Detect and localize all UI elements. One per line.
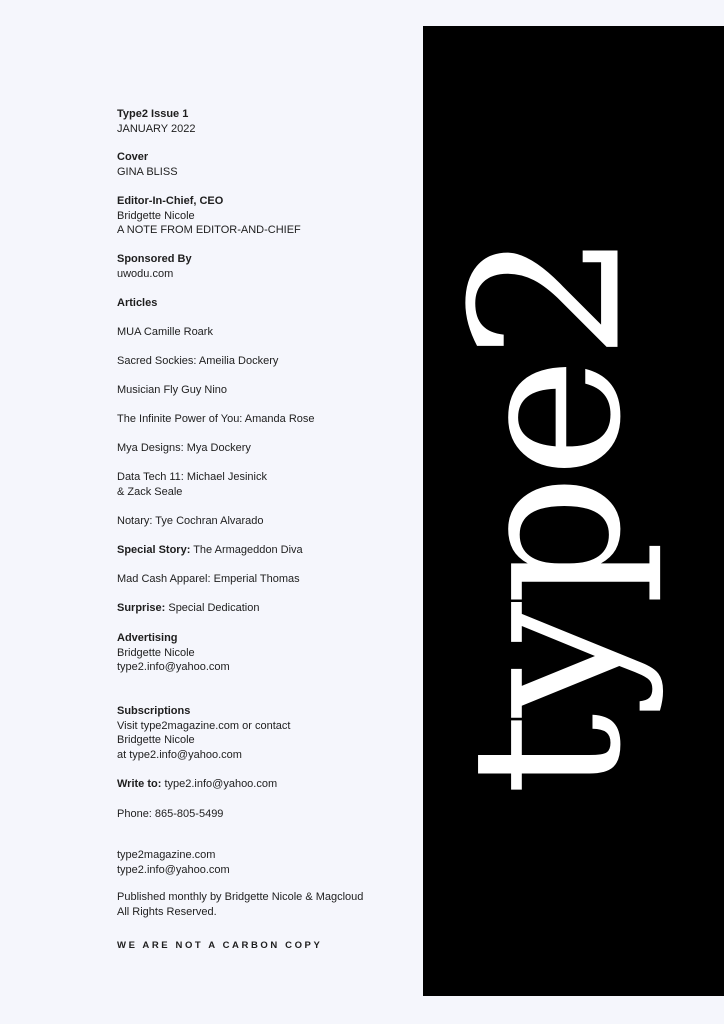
article-line: & Zack Seale [117, 485, 183, 498]
cover-name: GINA BLISS [117, 165, 178, 178]
editor-heading: Editor-In-Chief, CEO [117, 195, 224, 207]
advertising-block [117, 631, 407, 675]
cover-block [117, 150, 407, 179]
issue-date: JANUARY 2022 [117, 122, 196, 135]
sponsor-heading: Sponsored By [117, 253, 192, 265]
published-block [117, 890, 407, 919]
article-item: The Infinite Power of You: Amanda Rose [117, 413, 315, 425]
published-line: Published monthly by Bridgette Nicole & Magcloud [117, 891, 364, 903]
article-title: Special Dedication [165, 602, 260, 614]
article-label: Special Story: [117, 544, 191, 556]
sponsor-block [117, 252, 407, 281]
advertising-heading: Advertising [117, 632, 178, 644]
article-item: Notary: Tye Cochran Alvarado [117, 515, 264, 527]
issue-block [117, 107, 407, 136]
editor-block [117, 194, 407, 238]
brand-wordmark: type2 [428, 234, 667, 796]
write-label: Write to: [117, 778, 162, 790]
article-item [117, 470, 407, 499]
advertising-name: Bridgette Nicole [117, 646, 195, 659]
write-email: type2.info@yahoo.com [161, 778, 278, 790]
published-line: All Rights Reserved. [117, 905, 217, 918]
subscriptions-line: at type2.info@yahoo.com [117, 748, 242, 761]
article-item: Sacred Sockies: Ameilia Dockery [117, 355, 279, 367]
sponsor-name: uwodu.com [117, 267, 174, 280]
article-label: Surprise: [117, 602, 166, 614]
articles-heading: Articles [117, 297, 158, 309]
contact-block [117, 848, 407, 877]
subscriptions-line: Visit type2magazine.com or contact [117, 719, 291, 732]
subscriptions-block [117, 704, 407, 762]
article-item [117, 543, 407, 558]
email: type2.info@yahoo.com [117, 863, 230, 876]
issue-title: Type2 Issue 1 [117, 108, 189, 120]
editor-note: A NOTE FROM EDITOR-AND-CHIEF [117, 224, 301, 236]
phone: Phone: 865-805-5499 [117, 808, 224, 820]
cover-heading: Cover [117, 151, 149, 163]
write-to [117, 777, 407, 792]
editor-name: Bridgette Nicole [117, 209, 195, 222]
advertising-email: type2.info@yahoo.com [117, 661, 230, 673]
article-item: Mya Designs: Mya Dockery [117, 442, 251, 454]
article-item [117, 601, 407, 616]
article-title: The Armageddon Diva [190, 544, 303, 556]
article-line: Data Tech 11: Michael Jesinick [117, 471, 267, 483]
subscriptions-line: Bridgette Nicole [117, 734, 195, 746]
tagline: WE ARE NOT A CARBON COPY [117, 940, 323, 951]
article-item: Mad Cash Apparel: Emperial Thomas [117, 573, 300, 585]
article-item: Musician Fly Guy Nino [117, 384, 228, 396]
subscriptions-heading: Subscriptions [117, 705, 191, 717]
article-item: MUA Camille Roark [117, 326, 213, 338]
website: type2magazine.com [117, 849, 216, 861]
